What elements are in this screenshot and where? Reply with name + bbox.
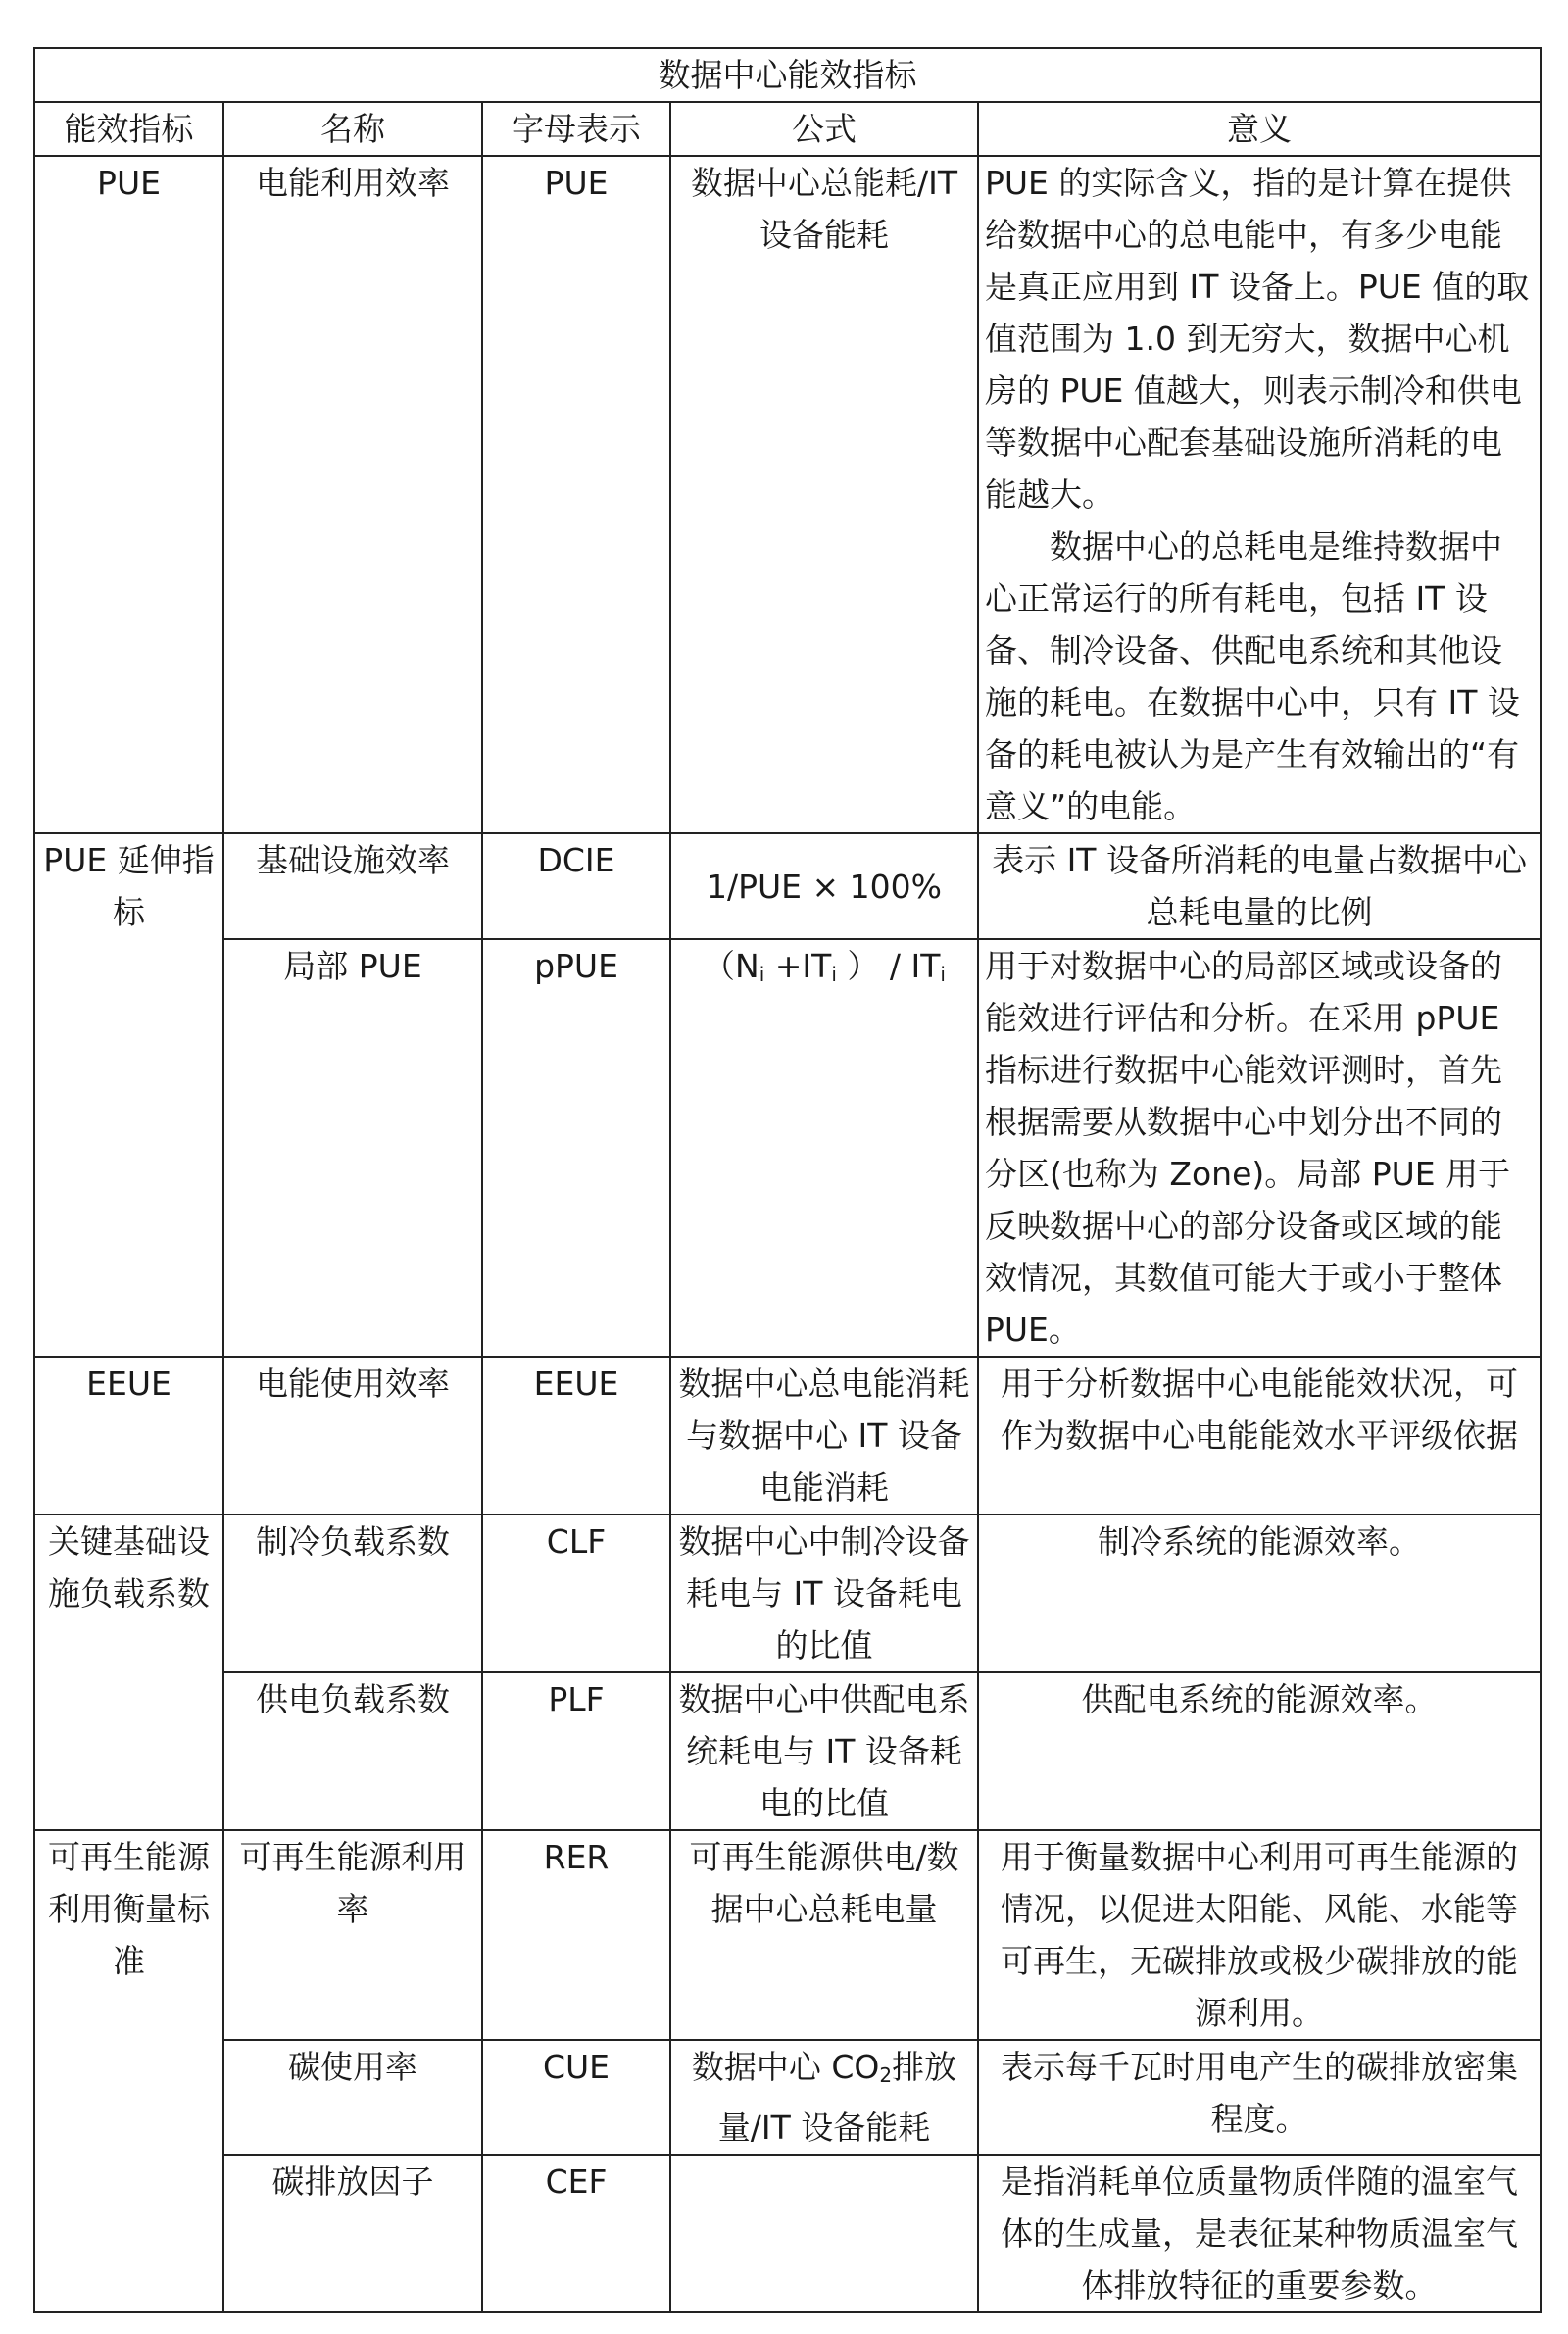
abbr-cell: PLF <box>482 1672 670 1830</box>
formula-subscript: i <box>940 963 946 986</box>
abbr-cell: CEF <box>482 2155 670 2312</box>
meaning-cell: 供配电系统的能源效率。 <box>978 1672 1541 1830</box>
meaning-paragraph: 数据中心的总耗电是维持数据中心正常运行的所有耗电，包括 IT 设备、制冷设备、供配电系统和其他设施的耗电。在数据中心中，只有 IT 设备的耗电被认为是产生有效输出的“有意义”的电能。 <box>985 527 1520 825</box>
abbr-cell: pPUE <box>482 939 670 1357</box>
formula-part: ） / IT <box>836 947 941 985</box>
abbr-cell: CLF <box>482 1515 670 1672</box>
name-cell: 碳排放因子 <box>223 2155 482 2312</box>
formula-cell <box>670 2155 978 2312</box>
energy-efficiency-table <box>33 47 1542 2313</box>
table-row <box>34 1672 1541 1830</box>
formula-part: （N <box>703 947 760 985</box>
indicator-cell: EEUE <box>34 1357 223 1515</box>
table-row <box>34 833 1541 939</box>
abbr-cell: CUE <box>482 2040 670 2155</box>
meaning-cell: 表示每千瓦时用电产生的碳排放密集程度。 <box>978 2040 1541 2155</box>
abbr-cell: PUE <box>482 156 670 833</box>
table-row <box>34 1357 1541 1515</box>
meaning-paragraph: PUE 的实际含义，指的是计算在提供给数据中心的总电能中，有多少电能是真正应用到 IT 设备上。PUE 值的取值范围为 1.0 到无穷大，数据中心机房的 PUE 值越大，则表示制冷和供电等数据中心配套基础设施所消耗的电能越大。 <box>985 164 1530 514</box>
abbr-cell: RER <box>482 1830 670 2040</box>
meaning-cell: 表示 IT 设备所消耗的电量占数据中心总耗电量的比例 <box>978 833 1541 939</box>
table-row <box>34 2040 1541 2155</box>
column-header-name: 名称 <box>223 102 482 156</box>
name-cell: 电能利用效率 <box>223 156 482 833</box>
formula-cell: 1/PUE × 100% <box>670 833 978 939</box>
meaning-cell: 用于衡量数据中心利用可再生能源的情况，以促进太阳能、风能、水能等可再生，无碳排放或极少碳排放的能源利用。 <box>978 1830 1541 2040</box>
indicator-cell: PUE <box>34 156 223 833</box>
name-cell: 局部 PUE <box>223 939 482 1357</box>
column-header-abbr: 字母表示 <box>482 102 670 156</box>
formula-cell: 数据中心总能耗/IT 设备能耗 <box>670 156 978 833</box>
name-cell: 制冷负载系数 <box>223 1515 482 1672</box>
table-title-row <box>34 48 1541 102</box>
table-row <box>34 1830 1541 2040</box>
meaning-cell: 用于分析数据中心电能能效状况，可作为数据中心电能能效水平评级依据 <box>978 1357 1541 1515</box>
formula-cell: 可再生能源供电/数据中心总耗电量 <box>670 1830 978 2040</box>
formula-cell: 数据中心总电能消耗与数据中心 IT 设备电能消耗 <box>670 1357 978 1515</box>
meaning-cell: 是指消耗单位质量物质伴随的温室气体的生成量，是表征某种物质温室气体排放特征的重要参数。 <box>978 2155 1541 2312</box>
table-title: 数据中心能效指标 <box>34 48 1541 102</box>
table-header-row <box>34 102 1541 156</box>
table-row <box>34 1515 1541 1672</box>
formula-cell <box>670 939 978 1357</box>
meaning-cell: 制冷系统的能源效率。 <box>978 1515 1541 1672</box>
name-cell: 基础设施效率 <box>223 833 482 939</box>
formula-part: 数据中心 CO <box>691 2048 880 2086</box>
table-row <box>34 939 1541 1357</box>
indicator-cell: 关键基础设施负载系数 <box>34 1515 223 1830</box>
formula-subscript: i <box>759 963 765 986</box>
name-cell: 可再生能源利用率 <box>223 1830 482 2040</box>
name-cell: 电能使用效率 <box>223 1357 482 1515</box>
column-header-indicator: 能效指标 <box>34 102 223 156</box>
meaning-cell <box>978 156 1541 833</box>
formula-subscript: 2 <box>879 2063 893 2087</box>
formula-subscript: i <box>831 963 837 986</box>
name-cell: 供电负载系数 <box>223 1672 482 1830</box>
column-header-meaning: 意义 <box>978 102 1541 156</box>
formula-part: +IT <box>764 947 832 985</box>
formula-part: 排放量/IT 设备能耗 <box>717 2048 957 2147</box>
meaning-cell: 用于对数据中心的局部区域或设备的能效进行评估和分析。在采用 pPUE 指标进行数据中心能效评测时，首先根据需要从数据中心中划分出不同的分区(也称为 Zone)。局部 PUE 用于反映数据中心的部分设备或区域的能效情况，其数值可能大于或小于整体 PUE。 <box>978 939 1541 1357</box>
table-row <box>34 156 1541 833</box>
formula-cell <box>670 2040 978 2155</box>
name-cell: 碳使用率 <box>223 2040 482 2155</box>
abbr-cell: DCIE <box>482 833 670 939</box>
abbr-cell: EEUE <box>482 1357 670 1515</box>
formula-cell: 数据中心中制冷设备耗电与 IT 设备耗电的比值 <box>670 1515 978 1672</box>
indicator-cell: 可再生能源利用衡量标准 <box>34 1830 223 2312</box>
table-row <box>34 2155 1541 2312</box>
indicator-cell: PUE 延伸指标 <box>34 833 223 1357</box>
formula-cell: 数据中心中供配电系统耗电与 IT 设备耗电的比值 <box>670 1672 978 1830</box>
column-header-formula: 公式 <box>670 102 978 156</box>
